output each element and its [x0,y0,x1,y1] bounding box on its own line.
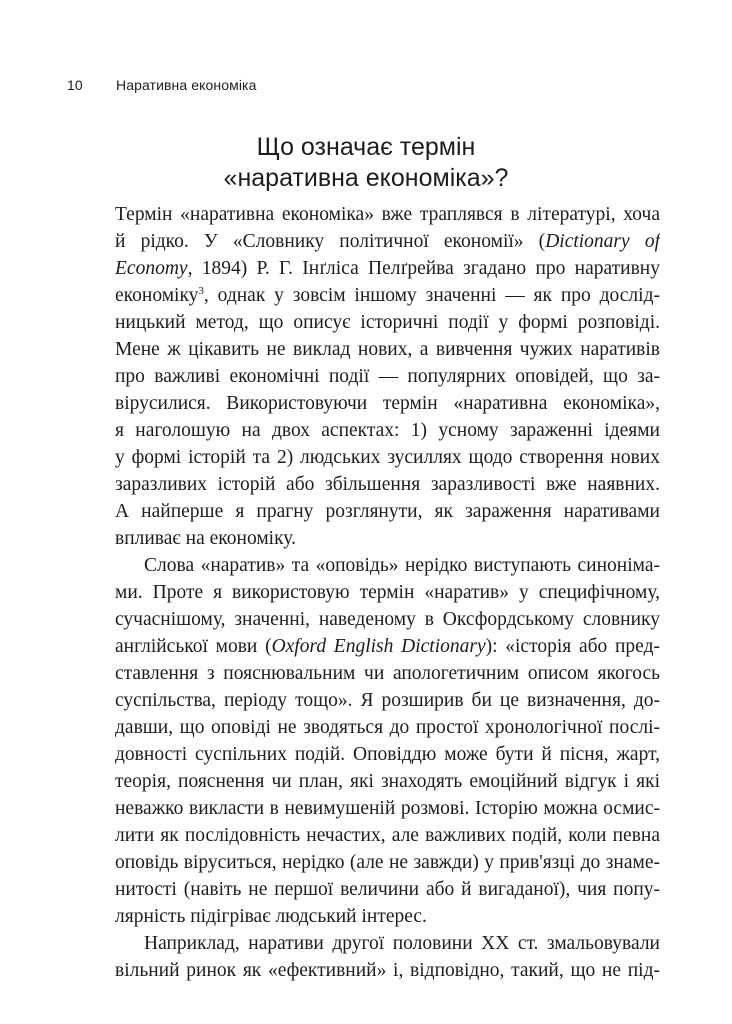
text-line [115,498,660,525]
text-run: ): «історія або пред- [485,636,660,657]
italic-text: Oxford English Dictionary [271,636,486,657]
text-line [115,822,660,849]
text-run: сучаснішому, значенні, наведеному в Оксфордському словнику [115,609,660,630]
text-line [115,930,660,957]
text-line [115,876,660,903]
text-run: у формі історій та 2) людських зусиллях щодо створення нових [115,447,660,468]
text-run: нитості (навіть не першої величини або й вигаданої), чия попу- [115,879,660,900]
text-line [115,579,660,606]
text-line [115,336,660,363]
text-line [115,390,660,417]
text-run: й рідко. У «Словнику політичної економії» ( [115,231,546,252]
text-line [115,309,660,336]
text-run: англійської мови ( [115,636,272,657]
text-run: лярність підігріває людський інтерес. [115,906,427,927]
text-run: ставлення з пояснювальним чи апологетичним описом якогось [115,663,660,684]
text-line [115,903,660,930]
text-run: суспільства, періоду тощо». Я розширив би це визначення, до- [115,690,660,711]
text-line [115,552,660,579]
text-run: ми. Проте я використовую термін «наратив» у специфічному, [115,582,660,603]
text-run: , 1894) Р. Г. Інґліса Пелґрейва згадано про наративну [187,258,660,279]
section-title-line-1: Що означає термін [256,133,476,161]
text-line [115,795,660,822]
body-text [115,201,660,984]
footnote-ref: 3 [198,285,204,297]
page-number: 10 [67,77,83,93]
text-line [115,255,660,282]
text-run: Мене ж цікавить не виклад нових, а вивчення чужих наративів [115,339,660,360]
section-title [0,132,732,194]
text-run: , однак у зовсім іншому значенні — як про дослід- [203,285,660,306]
text-line [115,444,660,471]
text-run: оповідь віруситься, нерідко (але не завжди) у прив'язці до знаме- [115,852,660,873]
italic-text: Dictionary of [545,231,660,252]
text-line [115,768,660,795]
text-line [115,363,660,390]
text-run: Наприклад, наративи другої половини XX ст. змальовували [144,933,660,954]
text-line [115,849,660,876]
text-line [115,957,660,984]
section-title-line-2: «наративна економіка»? [223,164,509,192]
italic-text: Economy [115,258,188,279]
text-line [115,417,660,444]
text-run: впливає на економіку. [115,528,296,549]
running-header [67,76,256,94]
text-run: лити як послідовність нечастих, але важливих подій, коли певна [115,825,660,846]
text-run: довності суспільних подій. Оповіддю може бути й пісня, жарт, [115,744,660,765]
text-line [115,606,660,633]
text-line [115,525,660,552]
text-run: Термін «наративна економіка» вже траплявся в літературі, хоча [115,204,660,225]
text-line [115,471,660,498]
text-run: неважко викласти в невимушеній розмові. Історію можна осмис- [115,798,660,819]
text-run: ницький метод, що описує історичні події у формі розповіді. [115,312,660,333]
text-run: вільний ринок як «ефективний» і, відповідно, такий, що не під- [115,960,660,981]
text-run: вірусилися. Використовуючи термін «наративна економіка», [115,393,660,414]
text-line [115,687,660,714]
text-line [115,201,660,228]
text-run: заразливих історій або збільшення заразливості вже наявних. [115,474,660,495]
text-run: теорія, пояснення чи план, які знаходять емоційний відгук і які [115,771,660,792]
text-run: давши, що оповіді не зводяться до простої хронологічної послі- [115,717,660,738]
text-run: економіку [115,285,199,306]
text-run: Слова «наратив» та «оповідь» нерідко виступають синоніма- [144,555,660,576]
text-line [115,660,660,687]
running-title: Наративна економіка [116,77,257,93]
text-run: про важливі економічні події — популярних оповідей, що за- [115,366,660,387]
text-line [115,633,660,660]
text-line [115,741,660,768]
text-line [115,228,660,255]
text-run: А найперше я прагну розглянути, як зараження наративами [115,501,660,522]
text-run: я наголошую на двох аспектах: 1) усному зараженні ідеями [115,420,660,441]
text-line [115,714,660,741]
text-line [115,282,660,309]
